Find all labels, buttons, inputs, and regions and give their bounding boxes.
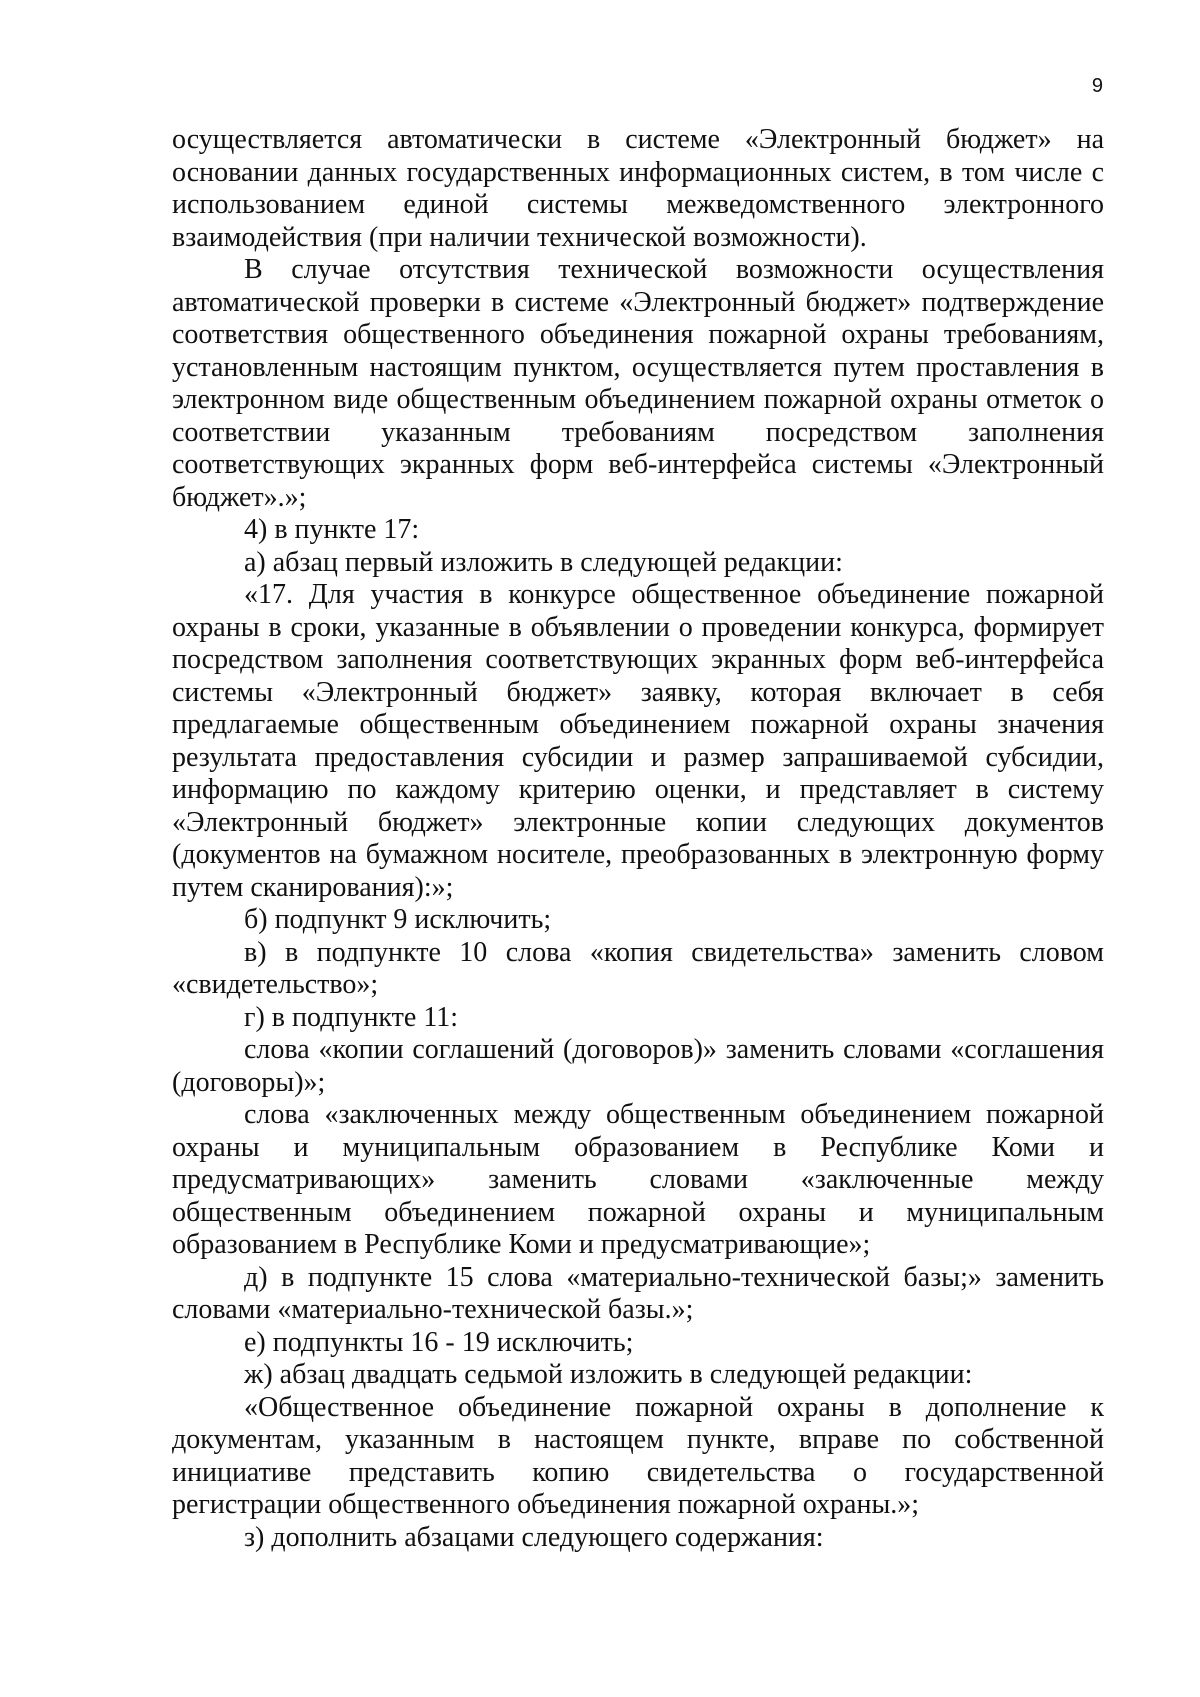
paragraph-item-d: д) в подпункте 15 слова «материально-технической базы;» заменить словами «материально-технической базы.»; [172,1261,1104,1325]
page-number: 9 [1091,75,1103,97]
paragraph-concluded: слова «заключенных между общественным объединением пожарной охраны и муниципальным образованием в Республике Коми и предусматривающих» заменить словами «заключенные между общественным объединением пожарной охраны и муниципальным образованием в Республике Коми и предусматривающие»; [172,1099,1104,1260]
paragraph-technical-check: В случае отсутствия технической возможности осуществления автоматической проверки в системе «Электронный бюджет» подтверждение соответствия общественного объединения пожарной охраны требованиям, установленным настоящим пунктом, осуществляется путем проставления в электронном виде общественным объединением пожарной охраны отметок о соответствии указанным требованиям посредством заполнения соответствующих экранных форм веб-интерфейса системы «Электронный бюджет».»; [172,254,1104,513]
paragraph-clause-17: «17. Для участия в конкурсе общественное объединение пожарной охраны в сроки, указанные в объявлении о проведении конкурса, формирует посредством заполнения соответствующих экранных форм веб-интерфейса системы «Электронный бюджет» заявку, которая включает в себя предлагаемые общественным объединением пожарной охраны значения результата предоставления субсидии и размер запрашиваемой субсидии, информацию по каждому критерию оценки, и представляет в систему «Электронный бюджет» электронные копии следующих документов (документов на бумажном носителе, преобразованных в электронную форму путем сканирования):»; [172,579,1104,903]
document-body [172,124,1104,1554]
paragraph-item-4: 4) в пункте 17: [244,514,420,545]
paragraph-item-e: е) подпункты 16 - 19 исключить; [244,1326,634,1358]
paragraph-item-zh: ж) абзац двадцать седьмой изложить в следующей редакции: [244,1359,973,1390]
paragraph-continuation: осуществляется автоматически в системе «Электронный бюджет» на основании данных государственных информационных систем, в том числе с использованием единой системы межведомственного электронного взаимодействия (при наличии технической возможности). [172,124,1104,253]
paragraph-item-g: г) в подпункте 11: [244,1001,459,1033]
paragraph-public-association: «Общественное объединение пожарной охраны в дополнение к документам, указанным в настоящем пункте, вправе по собственной инициативе представить копию свидетельства о государственной регистрации общественного объединения пожарной охраны.»; [172,1391,1104,1520]
paragraph-item-b: б) подпункт 9 исключить; [244,904,552,935]
paragraph-item-a: а) абзац первый изложить в следующей редакции: [244,546,843,578]
paragraph-agreements: слова «копии соглашений (договоров)» заменить словами «соглашения (договоры)»; [172,1034,1104,1098]
paragraph-item-z: з) дополнить абзацами следующего содержания: [244,1521,824,1553]
paragraph-item-v: в) в подпункте 10 слова «копия свидетельства» заменить словом «свидетельство»; [172,936,1104,1000]
